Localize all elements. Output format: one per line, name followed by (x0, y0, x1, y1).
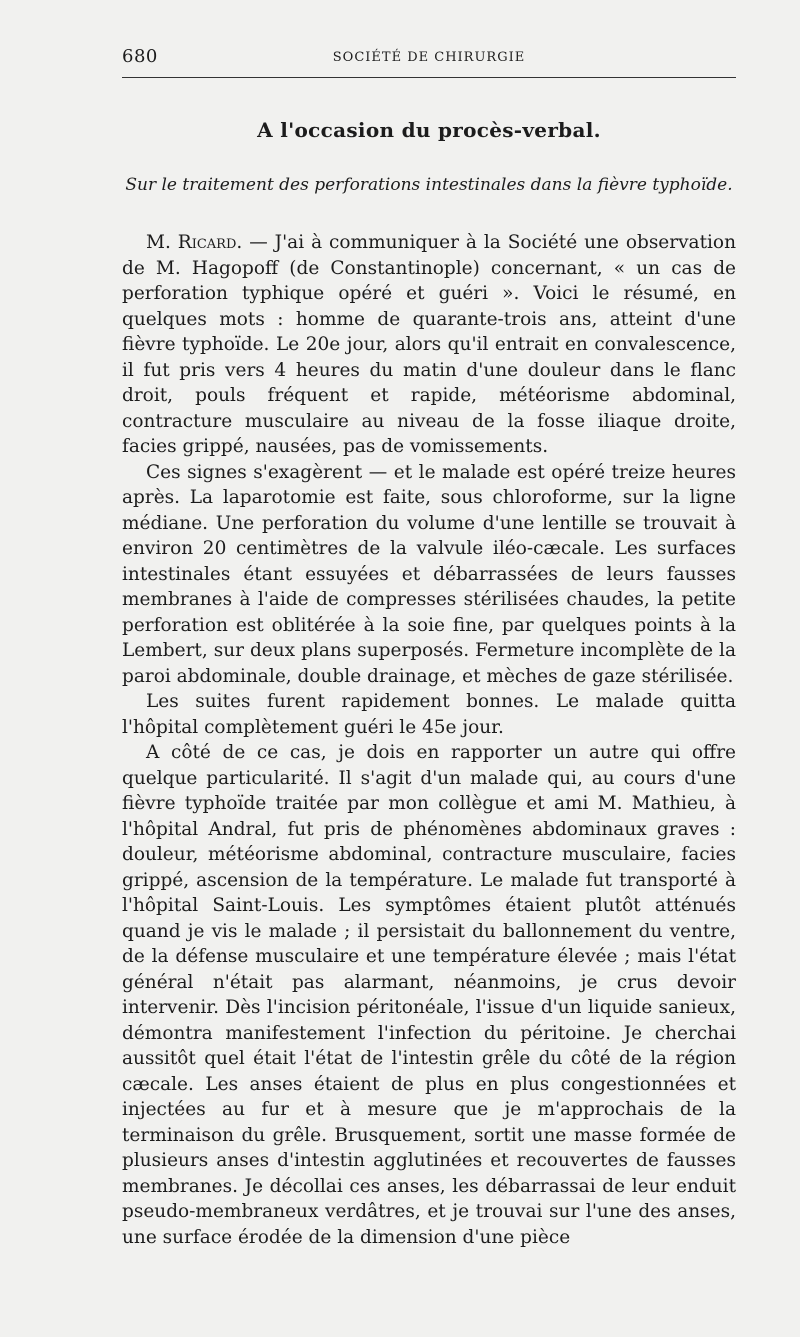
paragraph-4: A côté de ce cas, je dois en rapporter un autre qui offre quelque particularité. Il s'agit d'un malade qui, au cours d'une fièvre typhoïde traitée par mon collègue et ami M. Mathieu, à l'hôpital Andral, fut pris de phénomènes abdominaux graves : douleur, météorisme abdominal, contracture musculaire, facies grippé, ascension de la température. Le malade fut transporté à l'hôpital Saint-Louis. Les symptômes étaient plutôt atténués quand je vis le malade ; il persistait du ballonnement du ventre, de la défense musculaire et une température élevée ; mais l'état général n'était pas alarmant, néanmoins, je crus devoir intervenir. Dès l'incision péritonéale, l'issue d'un liquide sanieux, démontra manifestement l'infection du péritoine. Je cherchai aussitôt quel était l'état de l'intestin grêle du côté de la région cæcale. Les anses étaient de plus en plus congestionnées et injectées au fur et à mesure que je m'approchais de la terminaison du grêle. Brusquement, sortit une masse formée de plusieurs anses d'intestin agglutinées et recouvertes de fausses membranes. Je décollai ces anses, les débarrassai de leur enduit pseudo-membraneux verdâtres, et je trouvai sur l'une des anses, une surface érodée de la dimension d'une pièce (122, 742, 736, 1248)
speaker-prefix: M. (146, 232, 178, 253)
paragraph-1-text: . — J'ai à communiquer à la Société une observation de M. Hagopoff (de Constantinople) concernant, « un cas de perforation typhique opéré et guéri ». Voici le résumé, en quelques mots : homme de quarante-trois ans, atteint d'une fièvre typhoïde. Le 20e jour, alors qu'il entrait en convalescence, il fut pris vers 4 heures du matin d'une douleur dans le flanc droit, pouls fréquent et rapide, météorisme abdominal, contracture musculaire au niveau de la fosse iliaque droite, facies grippé, nausées, pas de vomissements. (122, 232, 736, 457)
paragraph-2: Ces signes s'exagèrent — et le malade est opéré treize heures après. La laparotomie est faite, sous chloroforme, sur la ligne médiane. Une perforation du volume d'une lentille se trouvait à environ 20 centimètres de la valvule iléo-cæcale. Les surfaces intestinales étant essuyées et débarrassées de leurs fausses membranes à l'aide de compresses stérilisées chaudes, la petite perforation est oblitérée à la soie fine, par quelques points à la Lembert, sur deux plans superposés. Fermeture incomplète de la paroi abdominale, double drainage, et mèches de gaze stérilisée. (122, 461, 736, 687)
page-header (122, 40, 736, 70)
paragraph-3: Les suites furent rapidement bonnes. Le malade quitta l'hôpital complètement guéri le 45e jour. (122, 691, 736, 738)
page-number: 680 (122, 46, 158, 67)
paragraph-1 (122, 230, 736, 460)
running-head: SOCIÉTÉ DE CHIRURGIE (332, 50, 526, 65)
article-body (122, 230, 736, 1250)
header-rule (122, 77, 736, 78)
section-subtitle: Sur le traitement des perforations intestinales dans la fièvre typhoïde. (125, 175, 733, 195)
speaker-name: Ricard (177, 232, 237, 253)
section-title: A l'occasion du procès-verbal. (257, 118, 601, 142)
